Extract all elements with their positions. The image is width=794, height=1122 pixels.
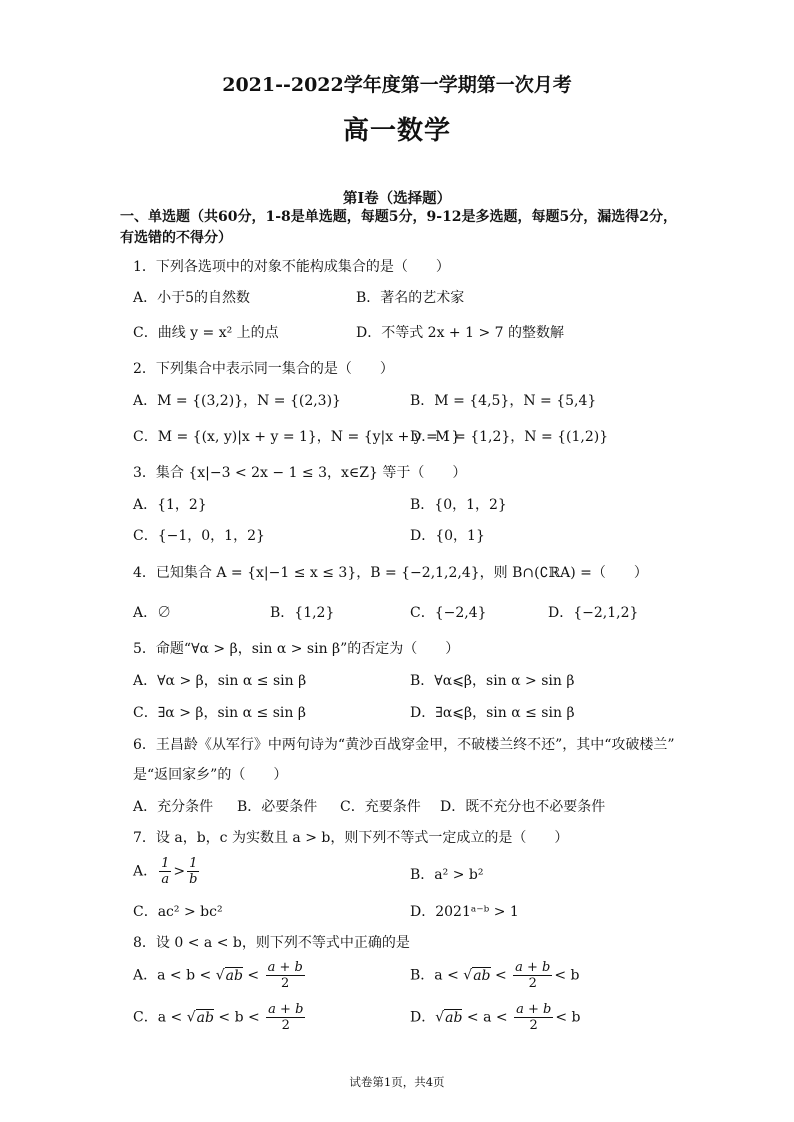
- question-2-option-d: D．M = {1,2}，N = {(1,2)}: [410, 429, 609, 445]
- question-3-option-a: A．{1，2}: [133, 497, 207, 513]
- question-6-option-d: D．既不充分也不必要条件: [440, 799, 606, 815]
- fraction-denominator: 2: [528, 976, 537, 991]
- fraction-numerator: 1: [161, 856, 170, 871]
- section-heading: 一、单选题（共60分，1-8是单选题，每题5分，9-12是多选题，每题5分，漏选得2分，有选错的不得分）: [120, 209, 678, 246]
- option-label: A．: [133, 863, 158, 880]
- option-label: D．: [410, 1009, 436, 1026]
- sqrt-radicand: ab: [445, 1009, 463, 1026]
- exam-title: 2021--2022学年度第一学期第一次月考: [222, 74, 572, 96]
- question-3-stem: 3．集合 {x|−3 < 2x − 1 ≤ 3，x∈Z} 等于（ ）: [133, 465, 467, 481]
- sqrt-radicand: ab: [473, 967, 491, 984]
- fraction: [159, 856, 171, 887]
- question-7-option-d: D．2021ᵃ⁻ᵇ > 1: [410, 904, 519, 920]
- option-text: < b: [554, 967, 580, 984]
- question-8-option-c: [133, 1002, 307, 1033]
- sqrt-symbol: √: [463, 967, 473, 984]
- question-2-option-c: C．M = {(x, y)|x + y = 1}，N = {y|x + y = 1}: [133, 429, 461, 445]
- fraction: [514, 1002, 553, 1033]
- question-8-option-b: [410, 960, 580, 991]
- question-4-option-c: C．{−2,4}: [410, 605, 487, 621]
- fraction: [266, 960, 305, 991]
- question-1-option-a: A．小于5的自然数: [133, 290, 251, 306]
- question-6-stem-line2: 是“返回家乡”的（ ）: [133, 767, 288, 783]
- option-text: < b: [555, 1009, 581, 1026]
- fraction: [513, 960, 552, 991]
- question-1-option-d: D．不等式 2x + 1 > 7 的整数解: [356, 325, 565, 341]
- question-1-option-c: C．曲线 y = x² 上的点: [133, 325, 279, 341]
- question-3-option-d: D．{0，1}: [410, 528, 485, 544]
- sqrt-symbol: √: [435, 1009, 445, 1026]
- option-text: C．a <: [133, 1009, 187, 1026]
- fraction-denominator: a: [161, 872, 170, 887]
- question-4-option-b: B．{1,2}: [270, 605, 335, 621]
- sqrt-radicand: ab: [196, 1009, 214, 1026]
- fraction-denominator: b: [189, 872, 198, 887]
- fraction: [266, 1002, 305, 1033]
- question-5-option-c: C．∃α > β，sin α ≤ sin β: [133, 705, 306, 721]
- sqrt-symbol: √: [186, 1009, 196, 1026]
- sqrt-symbol: √: [215, 967, 225, 984]
- question-3-option-b: B．{0，1，2}: [410, 497, 507, 513]
- operator: >: [173, 863, 186, 880]
- question-1-stem: 1．下列各选项中的对象不能构成集合的是（ ）: [133, 259, 450, 275]
- fraction-numerator: a + b: [515, 960, 551, 975]
- part-title: 第I卷（选择题）: [342, 190, 452, 207]
- operator: <: [242, 967, 264, 984]
- option-text: < b <: [213, 1009, 265, 1026]
- question-3-option-c: C．{−1，0，1，2}: [133, 528, 265, 544]
- question-7-stem: 7．设 a，b，c 为实数且 a > b，则下列不等式一定成立的是（ ）: [133, 830, 569, 846]
- question-5-option-d: D．∃α⩽β，sin α ≤ sin β: [410, 705, 575, 721]
- question-5-option-a: A．∀α > β，sin α ≤ sin β: [133, 673, 307, 689]
- question-4-stem: 4．已知集合 A = {x|−1 ≤ x ≤ 3}，B = {−2,1,2,4}，则 B∩(∁ℝA) =（ ）: [133, 565, 648, 581]
- fraction-denominator: 2: [281, 1018, 290, 1033]
- question-6-stem-line1: 6．王昌龄《从军行》中两句诗为“黄沙百战穿金甲，不破楼兰终不还”，其中“攻破楼兰”: [133, 737, 675, 753]
- question-2-option-a: A．M = {(3,2)}，N = {(2,3)}: [133, 393, 341, 409]
- subject-title: 高一数学: [342, 116, 451, 146]
- option-text: A．a < b <: [133, 967, 216, 984]
- fraction-denominator: 2: [529, 1018, 538, 1033]
- option-text: B．a <: [410, 967, 464, 984]
- fraction: [187, 856, 199, 887]
- question-5-stem: 5．命题“∀α > β，sin α > sin β”的否定为（ ）: [133, 641, 460, 657]
- question-6-option-b: B．必要条件: [237, 799, 318, 815]
- question-8-option-a: [133, 960, 307, 991]
- question-6-option-c: C．充要条件: [340, 799, 421, 815]
- question-5-option-b: B．∀α⩽β，sin α > sin β: [410, 673, 575, 689]
- question-4-option-d: D．{−2,1,2}: [548, 605, 639, 621]
- fraction-numerator: a + b: [516, 1002, 552, 1017]
- fraction-numerator: 1: [187, 856, 199, 872]
- page-footer: 试卷第1页，共4页: [349, 1075, 445, 1089]
- question-7-option-c: C．ac² > bc²: [133, 904, 223, 920]
- question-7-option-b: B．a² > b²: [410, 867, 484, 883]
- fraction-numerator: a + b: [267, 960, 303, 975]
- question-2-stem: 2．下列集合中表示同一集合的是（ ）: [133, 361, 394, 377]
- question-8-stem: 8．设 0 < a < b，则下列不等式中正确的是: [133, 935, 410, 951]
- fraction-numerator: a + b: [268, 1002, 304, 1017]
- option-text: < a <: [462, 1009, 513, 1026]
- question-2-option-b: B．M = {4,5}，N = {5,4}: [410, 393, 597, 409]
- sqrt-radicand: ab: [225, 967, 243, 984]
- question-1-option-b: B．著名的艺术家: [356, 290, 465, 306]
- fraction-denominator: 2: [281, 976, 290, 991]
- question-6-option-a: A．充分条件: [133, 799, 214, 815]
- question-4-option-a: A．∅: [133, 605, 172, 621]
- operator: <: [490, 967, 512, 984]
- question-8-option-d: [410, 1002, 580, 1033]
- question-7-option-a: [133, 856, 201, 887]
